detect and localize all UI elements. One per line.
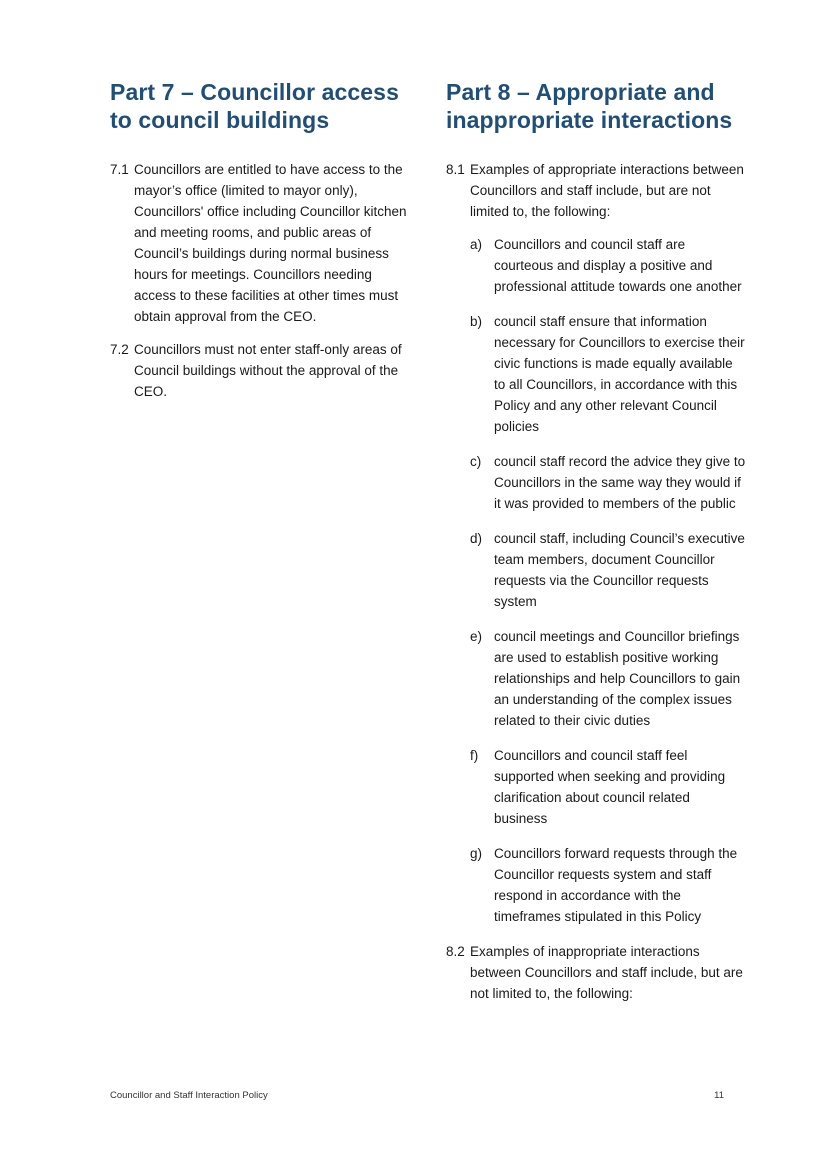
list-item-letter: g) [470, 846, 483, 861]
list-item-text: Councillors and council staff are courteous and display a positive and professional attitude towards one another [494, 237, 742, 294]
section-8-2 [446, 941, 746, 1004]
list-item-letter: a) [470, 237, 483, 252]
part7-column [110, 78, 410, 402]
list-item-letter: f) [470, 748, 479, 763]
list-item [470, 843, 746, 927]
part8-column [446, 78, 746, 1004]
list-item-text: council staff, including Council’s executive team members, document Councillor requests via the Councillor requests system [494, 531, 745, 609]
appropriate-interactions-list [470, 234, 746, 927]
list-item [470, 234, 746, 297]
list-item-text: council meetings and Councillor briefings are used to establish positive working relationships and help Councillors to gain an understanding of the complex issues related to their civic duties [494, 629, 741, 728]
page-footer [110, 1090, 724, 1101]
footer-title: Councillor and Staff Interaction Policy [110, 1090, 268, 1101]
list-item-letter: e) [470, 629, 483, 644]
section-text: Councillors must not enter staff-only areas of Council buildings without the approval of the CEO. [134, 342, 402, 399]
list-item-text: Councillors and council staff feel supported when seeking and providing clarification about council related business [494, 748, 726, 826]
list-item [470, 311, 746, 437]
list-item [470, 626, 746, 731]
list-item [470, 745, 746, 829]
section-7-1 [110, 159, 410, 327]
section-8-1 [446, 159, 746, 222]
list-item-letter: d) [470, 531, 483, 546]
list-item [470, 451, 746, 514]
list-item-text: council staff record the advice they give to Councillors in the same way they would if it was provided to members of the public [494, 454, 746, 511]
list-item [470, 528, 746, 612]
part7-heading: Part 7 – Councillor access to council buildings [110, 79, 399, 133]
section-number: 8.1 [446, 162, 465, 177]
part8-heading: Part 8 – Appropriate and inappropriate interactions [446, 79, 733, 133]
list-item-letter: c) [470, 454, 482, 469]
section-7-2 [110, 339, 410, 402]
list-item-text: Councillors forward requests through the Councillor requests system and staff respond in accordance with the timeframes stipulated in this Policy [494, 846, 738, 924]
section-text: Examples of appropriate interactions between Councillors and staff include, but are not limited to, the following: [470, 162, 744, 219]
page-number: 11 [714, 1090, 724, 1101]
section-text: Councillors are entitled to have access to the mayor’s office (limited to mayor only), Councillors' office including Councillor kitchen and meeting rooms, and public areas of Council’s buildings during normal business hours for meetings. Councillors needing access to these facilities at other times must obtain approval from the CEO. [134, 162, 407, 324]
section-text: Examples of inappropriate interactions between Councillors and staff include, but are not limited to, the following: [470, 944, 743, 1001]
section-number: 7.2 [110, 342, 129, 357]
list-item-letter: b) [470, 314, 483, 329]
section-number: 7.1 [110, 162, 129, 177]
list-item-text: council staff ensure that information necessary for Councillors to exercise their civic functions is made equally available to all Councillors, in accordance with this Policy and any other relevant Council policies [494, 314, 745, 434]
section-number: 8.2 [446, 944, 465, 959]
